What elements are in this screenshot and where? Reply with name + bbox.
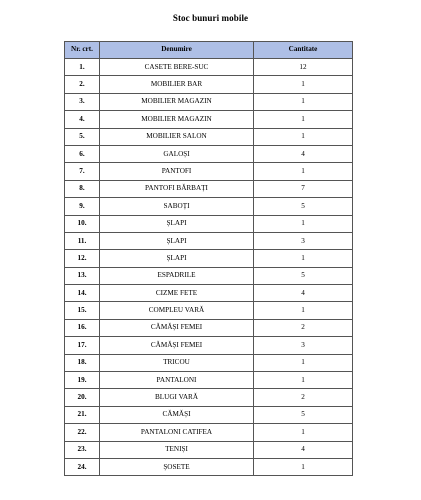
item-name-cell: TENIȘI: [100, 441, 254, 458]
item-name-cell: COMPLEU VARĂ: [100, 302, 254, 319]
table-row: [65, 302, 353, 319]
table-row: [65, 180, 353, 197]
row-number-cell: 24.: [65, 458, 100, 475]
row-number-cell: 1.: [65, 59, 100, 76]
quantity-cell: 1: [254, 372, 353, 389]
item-name-cell: CASETE BERE-SUC: [100, 59, 254, 76]
item-name-cell: CĂMĂȘI FEMEI: [100, 337, 254, 354]
item-name-cell: PANTALONI CATIFEA: [100, 424, 254, 441]
row-number-cell: 12.: [65, 250, 100, 267]
quantity-cell: 3: [254, 337, 353, 354]
table-row: [65, 145, 353, 162]
row-number-cell: 11.: [65, 232, 100, 249]
item-name-cell: PANTOFI: [100, 163, 254, 180]
table-header: [65, 42, 353, 59]
table-row: [65, 406, 353, 423]
quantity-cell: 5: [254, 267, 353, 284]
table-row: [65, 93, 353, 110]
item-name-cell: ȘLAPI: [100, 250, 254, 267]
quantity-cell: 5: [254, 406, 353, 423]
row-number-cell: 5.: [65, 128, 100, 145]
table-row: [65, 163, 353, 180]
item-name-cell: CIZME FETE: [100, 285, 254, 302]
table-row: [65, 285, 353, 302]
row-number-cell: 19.: [65, 372, 100, 389]
item-name-cell: PANTOFI BĂRBAȚI: [100, 180, 254, 197]
table-body: [65, 59, 353, 476]
item-name-cell: SABOȚI: [100, 198, 254, 215]
item-name-cell: ESPADRILE: [100, 267, 254, 284]
item-name-cell: ȘOSETE: [100, 458, 254, 475]
row-number-cell: 17.: [65, 337, 100, 354]
item-name-cell: MOBILIER SALON: [100, 128, 254, 145]
quantity-cell: 1: [254, 128, 353, 145]
quantity-cell: 1: [254, 424, 353, 441]
item-name-cell: CĂMĂȘI: [100, 406, 254, 423]
row-number-cell: 22.: [65, 424, 100, 441]
item-name-cell: CĂMĂȘI FEMEI: [100, 319, 254, 336]
row-number-cell: 6.: [65, 145, 100, 162]
table-row: [65, 354, 353, 371]
quantity-cell: 1: [254, 111, 353, 128]
table-row: [65, 250, 353, 267]
row-number-cell: 7.: [65, 163, 100, 180]
table-row: [65, 372, 353, 389]
stock-table: [64, 41, 353, 476]
row-number-cell: 18.: [65, 354, 100, 371]
quantity-cell: 4: [254, 145, 353, 162]
quantity-cell: 1: [254, 215, 353, 232]
row-number-cell: 10.: [65, 215, 100, 232]
quantity-cell: 3: [254, 232, 353, 249]
table-row: [65, 111, 353, 128]
quantity-cell: 7: [254, 180, 353, 197]
item-name-cell: MOBILIER MAGAZIN: [100, 111, 254, 128]
row-number-cell: 16.: [65, 319, 100, 336]
table-row: [65, 389, 353, 406]
table-row: [65, 198, 353, 215]
item-name-cell: PANTALONI: [100, 372, 254, 389]
column-header-qty: Cantitate: [254, 42, 353, 59]
quantity-cell: 1: [254, 354, 353, 371]
quantity-cell: 1: [254, 76, 353, 93]
row-number-cell: 4.: [65, 111, 100, 128]
row-number-cell: 2.: [65, 76, 100, 93]
table-row: [65, 215, 353, 232]
quantity-cell: 1: [254, 93, 353, 110]
item-name-cell: TRICOU: [100, 354, 254, 371]
table-row: [65, 458, 353, 475]
quantity-cell: 5: [254, 198, 353, 215]
table-row: [65, 424, 353, 441]
quantity-cell: 1: [254, 250, 353, 267]
table-row: [65, 128, 353, 145]
table-row: [65, 232, 353, 249]
quantity-cell: 4: [254, 285, 353, 302]
row-number-cell: 15.: [65, 302, 100, 319]
row-number-cell: 3.: [65, 93, 100, 110]
column-header-name: Denumire: [100, 42, 254, 59]
table-row: [65, 59, 353, 76]
item-name-cell: ȘLAPI: [100, 232, 254, 249]
table-row: [65, 267, 353, 284]
quantity-cell: 2: [254, 389, 353, 406]
table-row: [65, 319, 353, 336]
row-number-cell: 21.: [65, 406, 100, 423]
table-row: [65, 76, 353, 93]
row-number-cell: 14.: [65, 285, 100, 302]
row-number-cell: 23.: [65, 441, 100, 458]
table-row: [65, 441, 353, 458]
table-row: [65, 337, 353, 354]
quantity-cell: 1: [254, 163, 353, 180]
row-number-cell: 9.: [65, 198, 100, 215]
quantity-cell: 2: [254, 319, 353, 336]
document-title: Stoc bunuri mobile: [172, 13, 249, 23]
item-name-cell: MOBILIER BAR: [100, 76, 254, 93]
row-number-cell: 8.: [65, 180, 100, 197]
table-header-row: [65, 42, 353, 59]
quantity-cell: 1: [254, 458, 353, 475]
quantity-cell: 4: [254, 441, 353, 458]
item-name-cell: BLUGI VARĂ: [100, 389, 254, 406]
item-name-cell: ȘLAPI: [100, 215, 254, 232]
column-header-nr: Nr. crt.: [65, 42, 100, 59]
item-name-cell: GALOȘI: [100, 145, 254, 162]
row-number-cell: 13.: [65, 267, 100, 284]
item-name-cell: MOBILIER MAGAZIN: [100, 93, 254, 110]
quantity-cell: 1: [254, 302, 353, 319]
row-number-cell: 20.: [65, 389, 100, 406]
quantity-cell: 12: [254, 59, 353, 76]
